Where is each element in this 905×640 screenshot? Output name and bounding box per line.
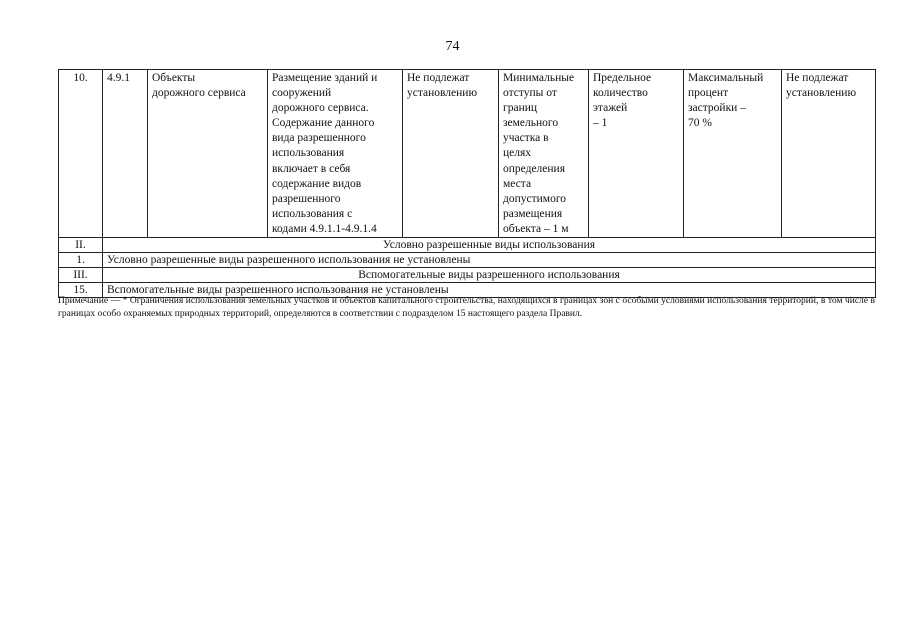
table-row (59, 70, 876, 238)
row-number-cell: 15. (59, 283, 103, 298)
regulations-table (58, 69, 876, 298)
section-title-cell: Вспомогательные виды разрешенного использования (103, 268, 876, 283)
row-number-cell: 10. (59, 70, 103, 238)
section-number-cell: II. (59, 238, 103, 253)
section-row (59, 268, 876, 283)
section-title-cell: Условно разрешенные виды использования (103, 238, 876, 253)
row-text-cell: Вспомогательные виды разрешенного использования не установлены (103, 283, 876, 298)
code-cell: 4.9.1 (103, 70, 148, 238)
coverage-cell: Максимальный процент застройки – 70 % (684, 70, 782, 238)
row-text-cell: Условно разрешенные виды разрешенного использования не установлены (103, 253, 876, 268)
section-row (59, 238, 876, 253)
page-number: 74 (445, 39, 460, 54)
other-params-cell: Не подлежат установлению (782, 70, 876, 238)
use-description-cell: Размещение зданий и сооружений дорожного сервиса. Содержание данного вида разрешенного использования включает в себя содержание видов разрешенного использования с кодами 4.9.1.1-4.9.1.4 (268, 70, 403, 238)
footnote: Примечание — * Ограничения использования земельных участков и объектов капитального строительства, находящихся в границах зон с особыми условиями использования территорий, в том числе в границах особо охраняемых природных территорий, определяются в соответствии с подразделом 15 настоящего раздела Правил. (58, 296, 875, 319)
table-row (59, 253, 876, 268)
section-number-cell: III. (59, 268, 103, 283)
use-name-cell: Объекты дорожного сервиса (148, 70, 268, 238)
setbacks-cell: Минимальные отступы от границ земельного участка в целях определения места допустимого размещения объекта – 1 м (499, 70, 589, 238)
min-area-cell: Не подлежат установлению (403, 70, 499, 238)
floors-cell: Предельное количество этажей – 1 (589, 70, 684, 238)
row-number-cell: 1. (59, 253, 103, 268)
